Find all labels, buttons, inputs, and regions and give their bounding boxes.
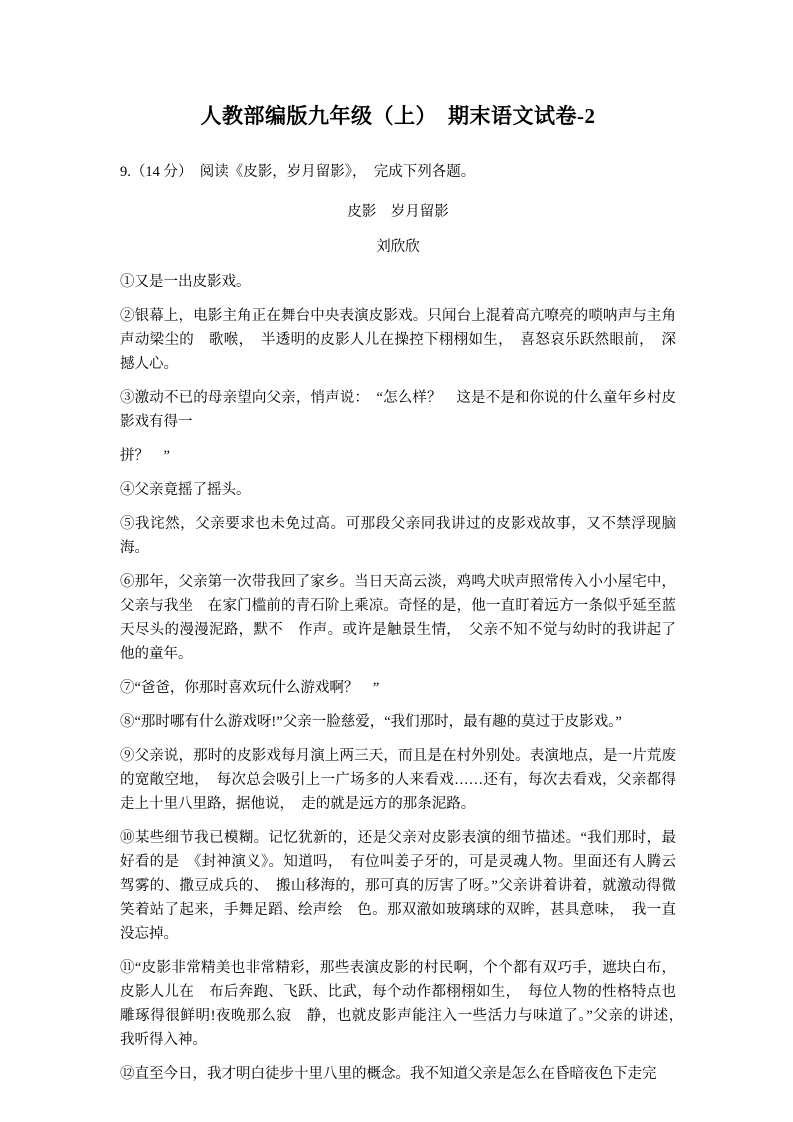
article-paragraph: ⑩某些细节我已模糊。记忆犹新的，还是父亲对皮影表演的细节描述。“我们那时，最好看的是 《封神演义》。知道吗， 有位叫姜子牙的，可是灵魂人物。里面还有人腾云驾雾的、撒豆成兵的、 搬山移海的，那可真的厉害了呀。”父亲讲着讲着，就激动得微笑着站了起来，手舞足蹈、绘声绘 色。那双澈如玻璃球的双眸，甚具意味， 我一直没忘掉。 xyxy=(120,830,676,942)
article-paragraph: 拼？ ” xyxy=(120,448,170,464)
article-author: 刘欣欣 xyxy=(376,239,420,255)
article-paragraph: ③激动不已的母亲望向父亲，悄声说： “怎么样？ 这是不是和你说的什么童年乡村皮影戏有得一 xyxy=(120,390,676,430)
article-paragraph: ②银幕上，电影主角正在舞台中央表演皮影戏。只闻台上混着高亢嘹亮的唢呐声与主角声动梁尘的 歌喉， 半透明的皮影人儿在操控下栩栩如生， 喜怒哀乐跃然眼前， 深撼人心。 xyxy=(120,308,676,372)
article-paragraph: ④父亲竟摇了摇头。 xyxy=(120,482,251,498)
article-paragraph: ⑧“那时哪有什么游戏呀!”父亲一脸慈爱，“我们那时，最有趣的莫过于皮影戏。” xyxy=(120,714,622,730)
article-paragraph: ⑤我诧然，父亲要求也未免过高。可那段父亲同我讲过的皮影戏故事，又不禁浮现脑海。 xyxy=(120,516,676,556)
article-paragraph: ⑦“爸爸，你那时喜欢玩什么游戏啊？ ” xyxy=(120,680,380,696)
article-paragraph: ⑥那年，父亲第一次带我回了家乡。当日天高云淡，鸡鸣犬吠声照常传入小小屋宅中，父亲与我坐 在家门槛前的青石阶上乘凉。奇怪的是，他一直盯着远方一条似乎延至蓝天尽头的漫漫泥路，默不 作声。或许是触景生情， 父亲不知不觉与幼时的我讲起了他的童年。 xyxy=(120,574,676,662)
document-title: 人教部编版九年级（上） 期末语文试卷-2 xyxy=(200,104,596,128)
article-title: 皮影 岁月留影 xyxy=(347,204,449,220)
article-paragraph: ⑨父亲说，那时的皮影戏每月演上两三天，而且是在村外别处。表演地点，是一片荒废的宽敞空地， 每次总会吸引上一广场多的人来看戏……还有，每次去看戏，父亲都得走上十里八里路，据他说， 走的就是远方的那条泥路。 xyxy=(120,748,676,812)
article-paragraph: ①又是一出皮影戏。 xyxy=(120,274,251,290)
article-paragraph: ⑪“皮影非常精美也非常精彩，那些表演皮影的村民啊，个个都有双巧手，遮块白布，皮影人儿在 布后奔跑、飞跃、比武，每个动作都栩栩如生， 每位人物的性格特点也雕琢得很鲜明!夜晚那么寂 静，也就皮影声能注入一些活力与味道了。”父亲的讲述， 我听得入神。 xyxy=(120,960,691,1048)
article-paragraph: ⑫直至今日，我才明白徒步十里八里的概念。我不知道父亲是怎么在昏暗夜色下走完 xyxy=(120,1066,657,1082)
question-header: 9.（14 分） 阅读《皮影，岁月留影》， 完成下列各题。 xyxy=(120,164,476,180)
